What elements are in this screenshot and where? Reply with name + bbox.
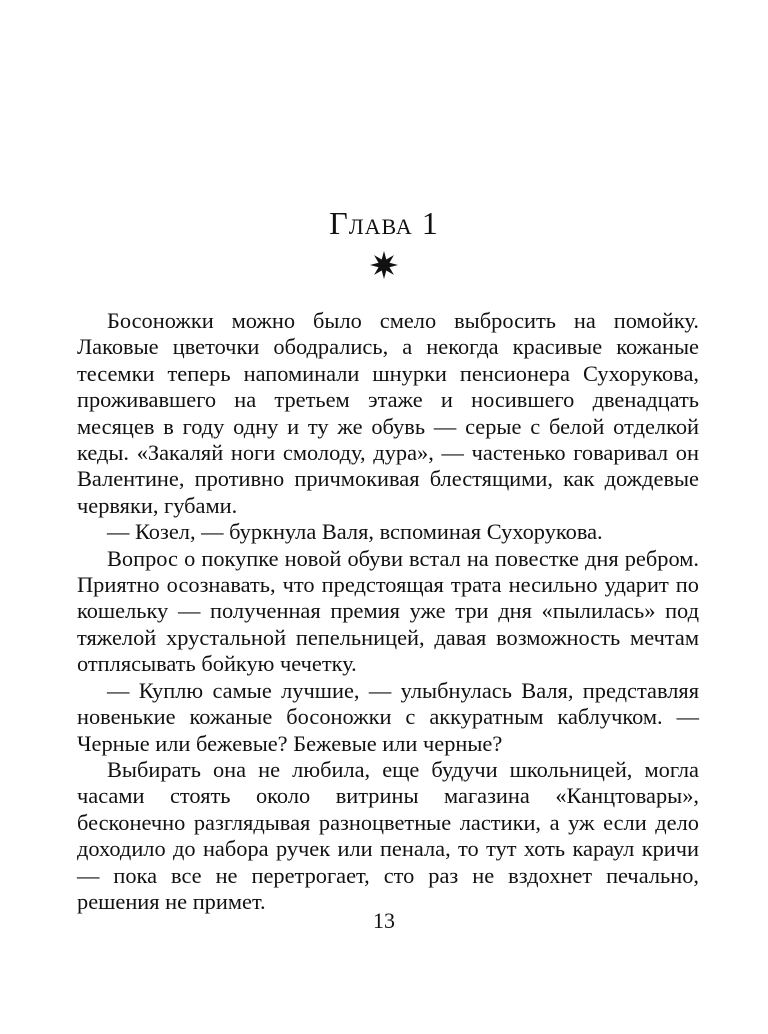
paragraph: Выбирать она не любила, еще будучи школьницей, могла часами стоять около витрины магазина «Канцтовары», бесконечно разглядывая разноцветные ластики, а уж если дело доходило до набора ручек или пенала, то тут хоть караул кричи — пока все не перетрогает, сто раз не вздохнет печально, решения не примет. <box>77 756 699 914</box>
paragraph: — Козел, — буркнула Валя, вспоминая Сухорукова. <box>107 519 603 545</box>
paragraph: Вопрос о покупке новой обуви встал на повестке дня ребром. Приятно осознавать, что предстоящая трата несильно ударит по кошельку — полученная премия уже три дня «пылилась» под тяжелой хрустальной пепельницей, давая возможность мечтам отплясывать бойкую чечетку. <box>77 545 699 677</box>
paragraph: Босоножки можно было смело выбросить на помойку. Лаковые цветочки ободрались, а некогда красивые кожаные тесемки теперь напоминали шнурки пенсионера Сухорукова, проживавшего на третьем этаже и носившего двенадцать месяцев в году одну и ту же обувь — серые с белой отделкой кеды. «Закаляй ноги смолоду, дура», — частенько говаривал он Валентине, противно причмокивая блестящими, как дождевые червяки, губами. <box>77 308 699 518</box>
eight-point-star-icon <box>369 250 399 280</box>
chapter-title: Глава 1 <box>329 205 439 241</box>
chapter-body <box>77 308 699 915</box>
page-number: 13 <box>373 908 395 933</box>
paragraph: — Куплю самые лучшие, — улыбнулась Валя, представляя новенькие кожаные босоножки с аккуратным каблучком. — Черные или бежевые? Бежевые или черные? <box>77 677 699 756</box>
